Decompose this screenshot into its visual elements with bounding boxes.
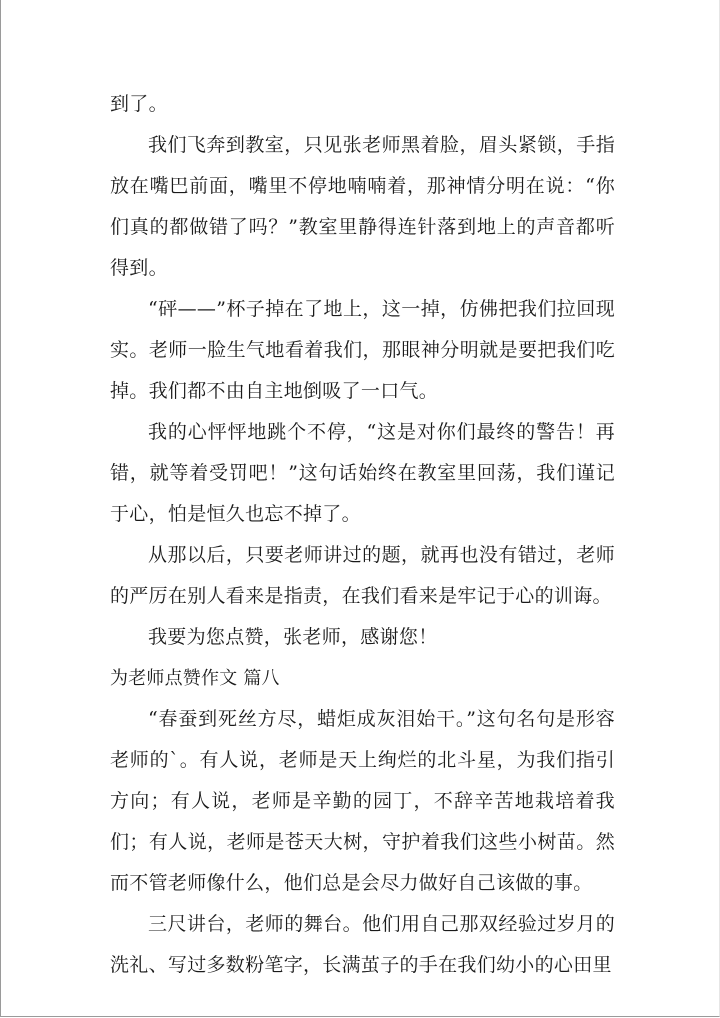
paragraph: 我要为您点赞，张老师，感谢您！ [148,626,438,648]
paragraph: “春蚕到死丝方尽，蜡炬成灰泪始干。”这句名句是形容老师的`。有人说，老师是天上绚烂的北斗星，为我们指引方向；有人说，老师是辛勤的园丁，不辞辛苦地栽培着我们；有人说，老师是苍天大树，守护着我们这些小树苗。然而不管老师像什么，他们总是会尽力做好自己该做的事。 [110,708,615,894]
paragraph: 到了。 [110,93,168,115]
document-body [110,84,615,986]
paragraph: 从那以后，只要老师讲过的题，就再也没有错过，老师的严厉在别人看来是指责，在我们看来是牢记于心的训诲。 [110,544,615,607]
paragraph: 三尺讲台，老师的舞台。他们用自己那双经验过岁月的洗礼、写过多数粉笔字，长满茧子的手在我们幼小的心田里 [110,913,615,976]
paragraph: 我的心怦怦地跳个不停，“这是对你们最终的警告！再错，就等着受罚吧！”这句话始终在教室里回荡，我们谨记于心，怕是恒久也忘不掉了。 [110,421,615,525]
section-heading: 为老师点赞作文 篇八 [110,668,280,689]
paragraph: “砰——”杯子掉在了地上，这一掉，仿佛把我们拉回现实。老师一脸生气地看着我们，那眼神分明就是要把我们吃掉。我们都不由自主地倒吸了一口气。 [110,298,615,402]
paragraph: 我们飞奔到教室，只见张老师黑着脸，眉头紧锁，手指放在嘴巴前面，嘴里不停地喃喃着，那神情分明在说：“你们真的都做错了吗？”教室里静得连针落到地上的声音都听得到。 [110,134,615,279]
